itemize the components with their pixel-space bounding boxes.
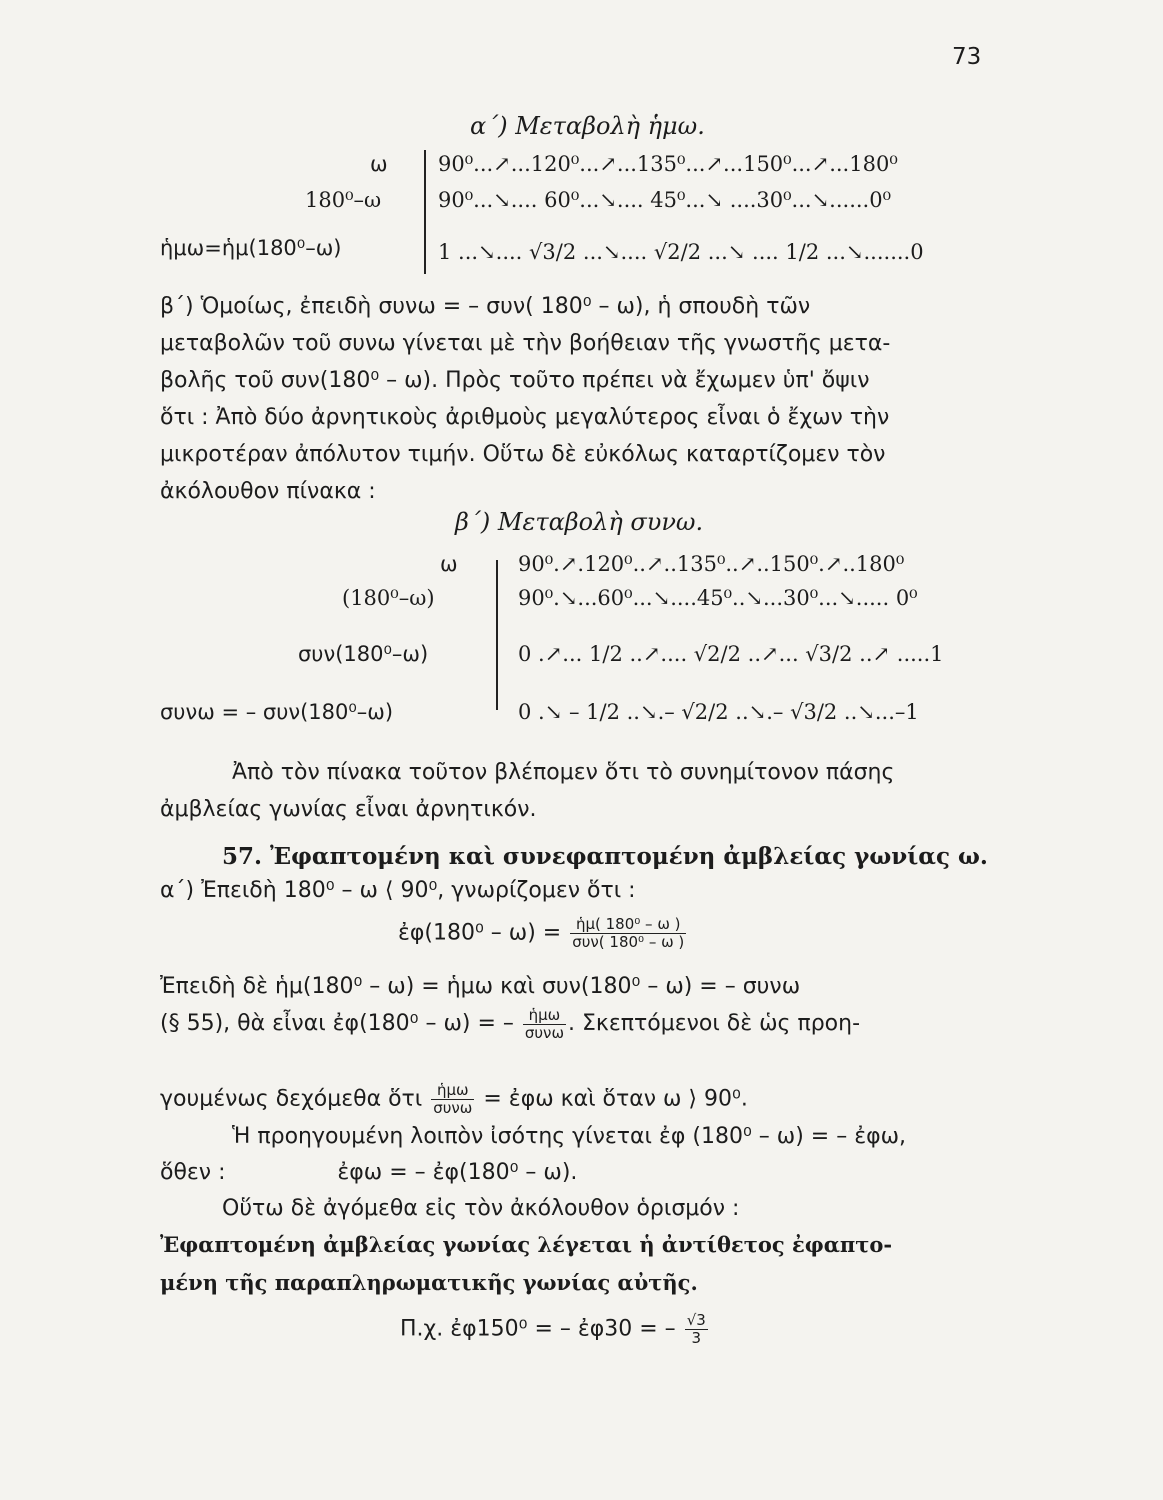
section-paragraph	[160, 968, 1010, 1042]
table-b-row-angles: 90⁰.↗.120⁰..↗..135⁰..↗..150⁰.↗..180⁰	[518, 552, 905, 576]
paragraph-b-line: β΄) Ὁμοίως, ἐπειδὴ συνω = – συν( 180⁰ – ω), ἡ σπουδὴ τῶν	[160, 294, 811, 319]
table-a-divider	[424, 150, 426, 274]
paragraph-b-line: βολῆς τοῦ συν(180⁰ – ω). Πρὸς τοῦτο πρέπει νὰ ἔχωμεν ὑπ' ὄψιν	[160, 368, 870, 393]
table-a-row-supplements: 90⁰...↘.... 60⁰...↘.... 45⁰...↘ ....30⁰...↘......0⁰	[438, 188, 892, 212]
paragraph-conclusion-line: ἀμβλείας γωνίας εἶναι ἀρνητικόν.	[160, 797, 537, 822]
table-a-title: α΄) Μεταβολὴ ἡμω.	[470, 112, 705, 140]
equation-fraction	[570, 916, 686, 951]
section-line-5: Ἡ προηγουμένη λοιπὸν ἰσότης γίνεται ἐφ (180⁰ – ω) = – ἐφω,	[232, 1124, 907, 1149]
table-b-label-omega: ω	[440, 552, 458, 576]
fraction-denominator: συνω	[524, 1023, 565, 1042]
section-line-7: Οὕτω δὲ ἀγόμεθα εἰς τὸν ἀκόλουθον ὁρισμόν :	[222, 1196, 740, 1221]
equation-numerator: ἡμ( 180⁰ – ω )	[570, 916, 686, 934]
paragraph-conclusion	[160, 754, 1010, 828]
table-b-label-cos-supplement: συν(180⁰–ω)	[298, 642, 429, 666]
paragraph-b-line: ὅτι : Ἀπὸ δύο ἀρνητικοὺς ἀριθμοὺς μεγαλύτερος εἶναι ὁ ἔχων τὴν	[160, 405, 890, 430]
fraction-numerator: ἡμω	[431, 1082, 474, 1100]
table-b-row-supplements: 90⁰.↘...60⁰...↘....45⁰..↘...30⁰...↘..... 0⁰	[518, 586, 918, 610]
section-line-2: Ἐπειδὴ δὲ ἡμ(180⁰ – ω) = ἡμω καὶ συν(180⁰ – ω) = – συνω	[160, 974, 801, 999]
paragraph-b-line: ἀκόλουθον πίνακα :	[160, 479, 376, 504]
section-line-3-end: . Σκεπτόμενοι δὲ ὡς προη-	[568, 1011, 861, 1036]
fraction-denominator: συνω	[433, 1099, 473, 1117]
section-line-3-start: (§ 55), θὰ εἶναι ἐφ(180⁰ – ω) = –	[160, 1011, 514, 1036]
section-line-4-start: γουμένως δεχόμεθα ὅτι	[160, 1086, 423, 1112]
table-b-label-cosine: συνω = – συν(180⁰–ω)	[160, 700, 394, 724]
table-a-label-sine: ἡμω=ἡμ(180⁰–ω)	[160, 236, 342, 260]
example-denominator: 3	[691, 1329, 702, 1347]
table-a-label-omega: ω	[370, 152, 388, 176]
section-line-1: α΄) Ἐπειδὴ 180⁰ – ω ⟨ 90⁰, γνωρίζομεν ὅτι :	[160, 878, 636, 903]
equation-tangent-supplement	[398, 916, 688, 951]
table-b-row-cos-supplement-values: 0 .↗... 1/2 ..↗.... √2/2 ..↗... √3/2 ..↗ .....1	[518, 642, 944, 666]
page-number: 73	[952, 44, 982, 70]
table-a-row-angles: 90⁰...↗...120⁰...↗...135⁰...↗...150⁰...↗...180⁰	[438, 152, 898, 176]
equation-left: ἐφ(180⁰ – ω) =	[398, 920, 562, 946]
table-b-divider	[496, 560, 498, 710]
section-line-4	[160, 1082, 748, 1117]
fraction-sin-over-cos	[523, 1007, 566, 1042]
paragraph-b-line: μικροτέραν ἀπόλυτον τιμήν. Οὕτω δὲ εὐκόλως καταρτίζομεν τὸν	[160, 442, 886, 467]
paragraph-b	[160, 288, 1010, 510]
example-start: Π.χ. ἐφ150⁰ = – ἐφ30 = –	[400, 1316, 676, 1342]
table-a-row-sine-values: 1 ...↘.... √3/2 ...↘.... √2/2 ...↘ .... 1/2 ...↘.......0	[438, 240, 924, 264]
table-b-label-supplement: (180⁰–ω)	[342, 586, 435, 610]
example-fraction	[685, 1312, 708, 1347]
definition-line-1: Ἐφαπτομένη ἀμβλείας γωνίας λέγεται ἡ ἀντίθετος ἐφαπτο-	[160, 1232, 893, 1257]
table-b-title: β΄) Μεταβολὴ συνω.	[455, 508, 704, 536]
example-equation	[400, 1312, 710, 1347]
example-numerator: √3	[686, 1311, 706, 1329]
section-line-4-end: = ἐφω καὶ ὅταν ω ⟩ 90⁰.	[483, 1086, 748, 1112]
table-a-label-supplement: 180⁰–ω	[305, 188, 382, 212]
section-line-3	[160, 1005, 1010, 1042]
fraction-numerator: ἡμω	[523, 1007, 566, 1025]
section-57-heading: 57. Ἐφαπτομένη καὶ συνεφαπτομένη ἀμβλείας γωνίας ω.	[222, 843, 988, 870]
definition-line-2: μένη τῆς παραπληρωματικῆς γωνίας αὐτῆς.	[160, 1270, 698, 1295]
equation-denominator: συν( 180⁰ – ω )	[572, 933, 685, 951]
paragraph-conclusion-line: Ἀπὸ τὸν πίνακα τοῦτον βλέπομεν ὅτι τὸ συνημίτονον πάσης	[232, 760, 895, 785]
fraction-sin-over-cos-2	[431, 1082, 474, 1117]
section-line-6: ὅθεν : ἐφω = – ἐφ(180⁰ – ω).	[160, 1160, 578, 1185]
table-b-row-cosine-values: 0 .↘ – 1/2 ..↘.– √2/2 ..↘.– √3/2 ..↘...–1	[518, 700, 919, 724]
paragraph-b-line: μεταβολῶν τοῦ συνω γίνεται μὲ τὴν βοήθειαν τῆς γνωστῆς μετα-	[160, 331, 891, 356]
